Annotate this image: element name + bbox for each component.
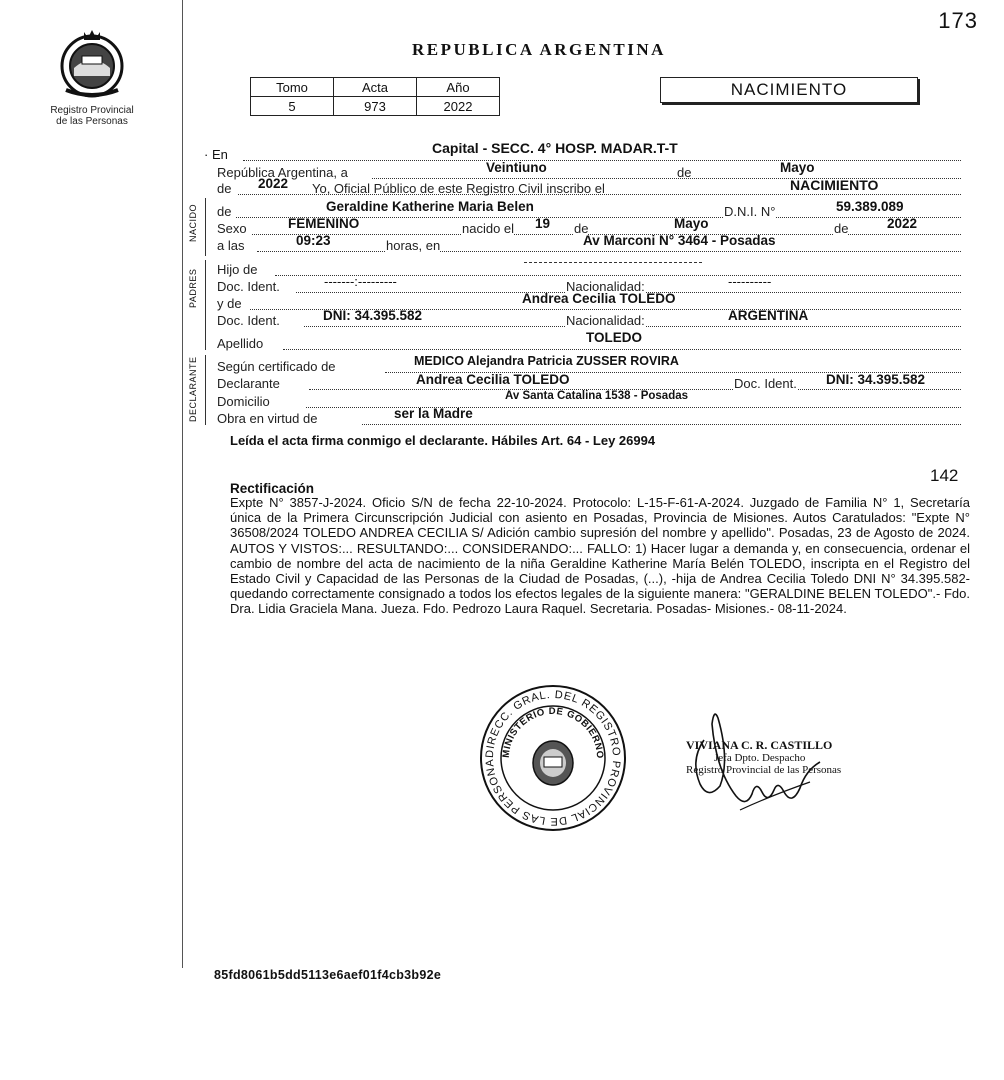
hijo-de-label: Hijo de [217,262,258,277]
nacionalidad2-label: Nacionalidad: [566,313,645,328]
place-value: Capital - SECC. 4° HOSP. MADAR.T-T [432,140,678,156]
year-value: 2022 [258,176,289,191]
father-doc-value: -------:--------- [324,274,397,289]
declarant-doc-value: DNI: 34.395.582 [826,372,926,387]
dotted-line [243,160,961,161]
dni-label: D.N.I. N° [724,204,776,219]
registry-seal-icon [478,683,628,833]
birth-year-value: 2022 [887,216,918,231]
record-type-box: NACIMIENTO [660,77,918,103]
declarant-value: Andrea Cecilia TOLEDO [416,372,570,387]
rectification-body: Expte N° 3857-J-2024. Oficio S/N de fecha 22-10-2024. Protocolo: L-15-F-61-A-2024. Juzgado de Familia N° 1, Secretaría única de la Primera Circunscripción Judicial con asiento en Posadas, Provincia de Misiones. Autos Caratulados: "Expte N° 36508/2024 TOLEDO ANDREA CECILIA S/ Adición cambio supresión del nombre y apellido". Posadas, 23 de Agosto de 2024. AUTOS Y VISTOS:... RESULTANDO:... CONSIDERANDO:... FALLO: 1) Hacer lugar a demanda y, en consecuencia, ordenar el cambio de nombre del acta de nacimiento de la niña Geraldine Katherine María Belén TOLEDO, inscripta en el Registro del Estado Civil y Capacidad de las Personas de la Ciudad de Posadas, (...), -hija de Andrea Cecilia Toledo DNI N° 34.395.582- quedando correctamente consignado a todos los efectos legales de la siguiente manera: "GERALDINE BELEN TOLEDO".- Fdo. Dra. Lidia Graciela Mana. Jueza. Fdo. Pedrozo Laura Raquel. Secretaria. Posadas- Misiones.- 08-11-2024. [230,495,970,617]
signer-title: Jefa Dpto. Despacho [714,751,806,764]
father-nationality-value: ---------- [728,274,772,289]
acta-header: Acta [334,78,417,97]
anio-header: Año [417,78,500,97]
domicilio-value: Av Santa Catalina 1538 - Posadas [505,390,689,402]
apellido-label: Apellido [217,336,264,351]
intro-text: Yo, Oficial Público de este Registro Civil inscribo el [312,181,605,196]
registry-name-line1: Registro Provincial [50,105,134,116]
certificate-value: MEDICO Alejandra Patricia ZUSSER ROVIRA [414,354,679,368]
obra-value: ser la Madre [394,406,473,421]
de-label: de [574,221,589,236]
padres-section-label: PADRES [188,268,198,308]
declarante-label: Declarante [217,376,280,391]
de2-label: de [217,181,232,196]
child-dni-value: 59.389.089 [836,199,904,214]
de-label: de [834,221,849,236]
tomo-value: 5 [251,97,334,116]
birth-place-value: Av Marconi N° 3464 - Posadas [583,233,776,248]
mother-nationality-value: ARGENTINA [728,308,809,323]
doc-ident3-label: Doc. Ident. [734,376,797,391]
dotted-line [362,424,961,425]
registration-table [250,77,500,116]
child-name-value: Geraldine Katherine Maria Belen [326,199,534,214]
mother-name-value: Andrea Cecilia TOLEDO [522,291,676,306]
registry-name-line2: de las Personas [56,116,128,127]
declarante-section-label: DECLARANTE [188,356,198,422]
apellido-value: TOLEDO [586,330,643,345]
republic-title: REPUBLICA ARGENTINA [412,40,666,59]
nacido-divider [205,198,206,256]
rectification-number: 142 [930,466,959,485]
acta-value: 973 [334,97,417,116]
signer-office: Registro Provincial de las Personas [686,764,842,776]
rectification-title: Rectificación [230,481,315,496]
registry-logo [36,28,148,127]
signature-note: Leída el acta firma conmigo el declarante. Hábiles Art. 64 - Ley 26994 [230,433,656,448]
signature-block [686,739,841,777]
dotted-line [283,349,961,350]
nacido-de-label: de [217,204,232,219]
doc-ident2-label: Doc. Ident. [217,313,280,328]
nacionalidad-label: Nacionalidad: [566,279,645,294]
document-hash: 85fd8061b5dd5113e6aef01f4cb3b92e [214,968,442,982]
mother-doc-value: DNI: 34.395.582 [323,308,423,323]
birth-day-value: 19 [535,216,551,231]
margin-line [182,0,183,968]
birth-time-value: 09:23 [296,233,331,248]
nacido-section-label: NACIDO [188,203,198,242]
act-value: NACIMIENTO [790,177,879,193]
empty-father-mark [524,262,702,263]
certificado-label: Según certificado de [217,359,336,374]
nacido-el-label: nacido el [462,221,515,236]
dotted-line [257,251,961,252]
province-seal-icon [52,28,132,100]
tomo-header: Tomo [251,78,334,97]
anio-value: 2022 [417,97,500,116]
a-las-label: a las [217,238,245,253]
horas-label: horas, en [386,238,441,253]
seal-inner-text: MINISTERIO DE GOBIERNO [500,705,606,760]
padres-divider [205,260,206,350]
domicilio-label: Domicilio [217,394,270,409]
obra-label: Obra en virtud de [217,411,318,426]
y-de-label: y de [217,296,242,311]
doc-ident-label: Doc. Ident. [217,279,280,294]
republic-label: República Argentina, a [217,165,348,180]
en-label-text: En [211,147,228,162]
signer-name: VIVIANA C. R. CASTILLO [686,738,833,752]
month-value: Mayo [780,160,815,175]
page-number: 173 [938,8,978,33]
dotted-line [238,194,961,195]
sexo-label: Sexo [217,221,247,236]
birth-month-value: Mayo [674,216,709,231]
en-label: · En [204,147,228,162]
sexo-value: FEMENINO [288,216,360,231]
de-label: de [677,165,692,180]
declarante-divider [205,355,206,425]
seal-outer-text: DIRECC. GRAL. DEL REGISTRO PROVINCIAL DE LAS PERSONA [483,688,623,828]
official-seal [478,683,628,838]
day-words-value: Veintiuno [486,160,547,175]
